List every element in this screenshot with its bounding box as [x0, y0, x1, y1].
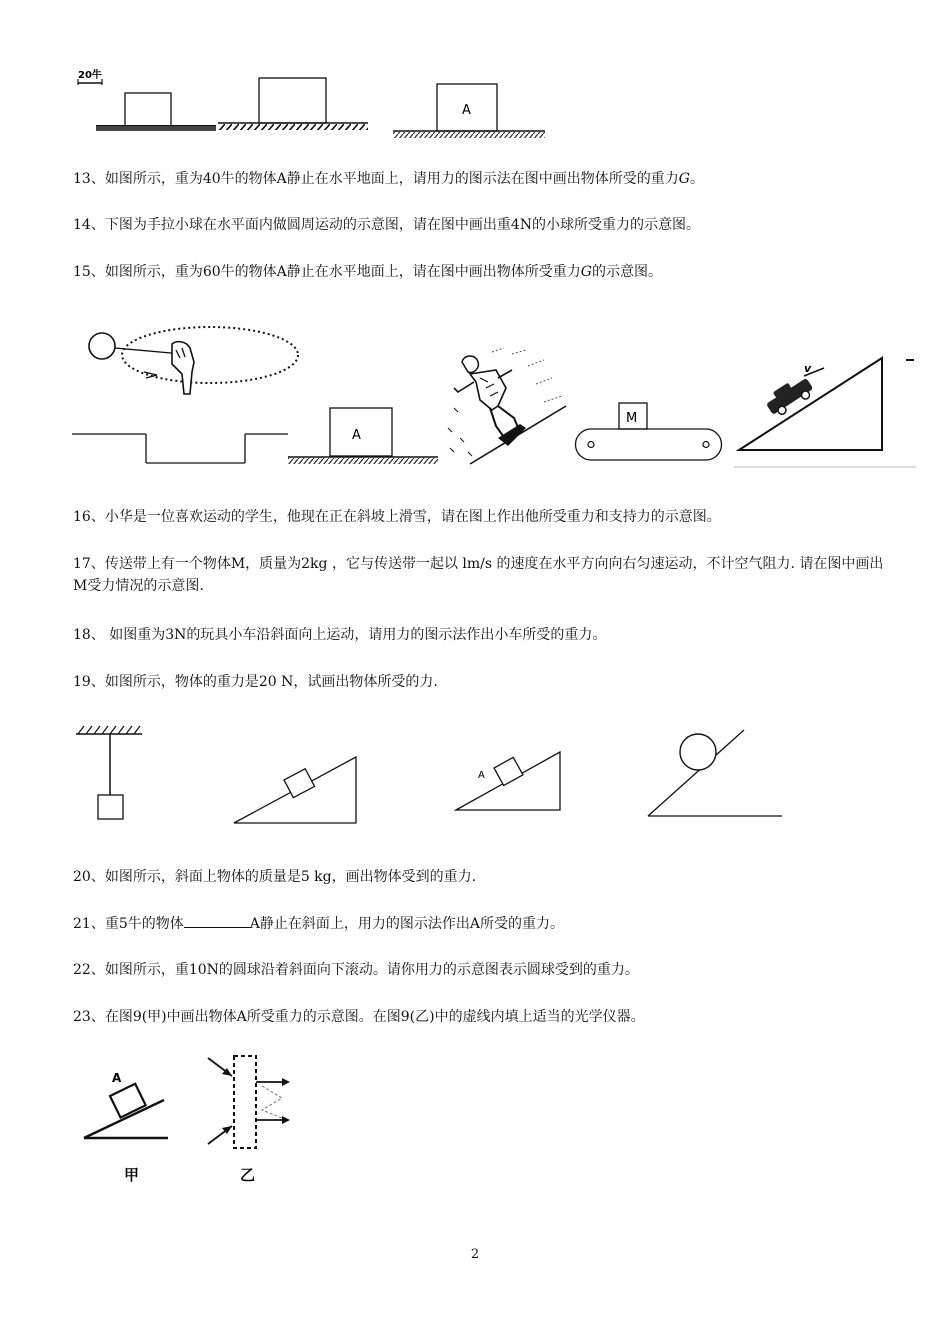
block-label: A	[462, 103, 471, 118]
question-20: 20、如图所示，斜面上物体的质量是5 kg，画出物体受到的重力.	[73, 869, 477, 885]
figure-block-a-on-incline	[450, 742, 570, 824]
figure-yi-optics	[196, 1052, 308, 1192]
question-15: 15、如图所示，重为60牛的物体A静止在水平地面上，请在图中画出物体所受重力G的示意图。	[73, 264, 662, 280]
question-19: 19、如图所示，物体的重力是20 N，试画出物体所受的力.	[73, 674, 438, 690]
figure-block-on-incline	[226, 745, 366, 829]
question-23: 23、在图9(甲)中画出物体A所受重力的示意图。在图9(乙)中的虚线内填上适当的光学仪器。	[73, 1009, 645, 1025]
question-18: 18、 如图重为3N的玩具小车沿斜面向上运动，请用力的图示法作出小车所受的重力。	[73, 627, 607, 643]
question-21: 21、重5牛的物体 A静止在斜面上，用力的图示法作出A所受的重力。	[73, 913, 564, 935]
velocity-label: v	[804, 362, 812, 375]
question-17: 17、传送带上有一个物体M，质量为2kg ，它与传送带一起以 lm/s 的速度在水平方向向右匀速运动，不计空气阻力. 请在图中画出M受力情况的示意图.	[73, 556, 884, 594]
block-label-middle: A	[352, 428, 361, 443]
question-13: 13、如图所示，重为40牛的物体A静止在水平地面上，请用力的图示法在图中画出物体所受的重力G。	[73, 171, 704, 187]
figure-skier-on-slope	[440, 348, 570, 466]
figure-block-hatched-floor	[218, 76, 368, 132]
figure-hanging-block	[72, 722, 148, 830]
question-16: 16、小华是一位喜欢运动的学生，他现在正在斜坡上滑雪，请在图上作出他所受重力和支持力的示意图。	[73, 509, 721, 525]
conveyor-label: M	[626, 411, 638, 426]
yi-caption: 乙	[240, 1166, 256, 1184]
figure-jia-incline	[72, 1062, 182, 1190]
jia-caption: 甲	[124, 1166, 140, 1184]
figure-block-a-middle	[288, 405, 438, 467]
incline-block-label: A	[478, 770, 485, 781]
scale-label: 20牛	[78, 70, 102, 81]
figure-scale-block	[74, 66, 216, 138]
question-14: 14、下图为手拉小球在水平面内做圆周运动的示意图，请在图中画出重4N的小球所受重力的示意图。	[73, 217, 700, 233]
question-22: 22、如图所示，重10N的圆球沿着斜面向下滚动。请你用力的示意图表示圆球受到的重力。	[73, 962, 639, 978]
figure-ball-on-incline	[636, 720, 786, 828]
figure-block-a-top	[393, 80, 545, 140]
figure-conveyor-belt	[574, 400, 724, 466]
figure-ball-circular-motion	[72, 310, 302, 468]
figure-car-on-incline	[734, 354, 919, 472]
page-number: 2	[470, 1247, 480, 1262]
jia-block-label: A	[112, 1071, 122, 1085]
answer-blank	[184, 913, 250, 928]
